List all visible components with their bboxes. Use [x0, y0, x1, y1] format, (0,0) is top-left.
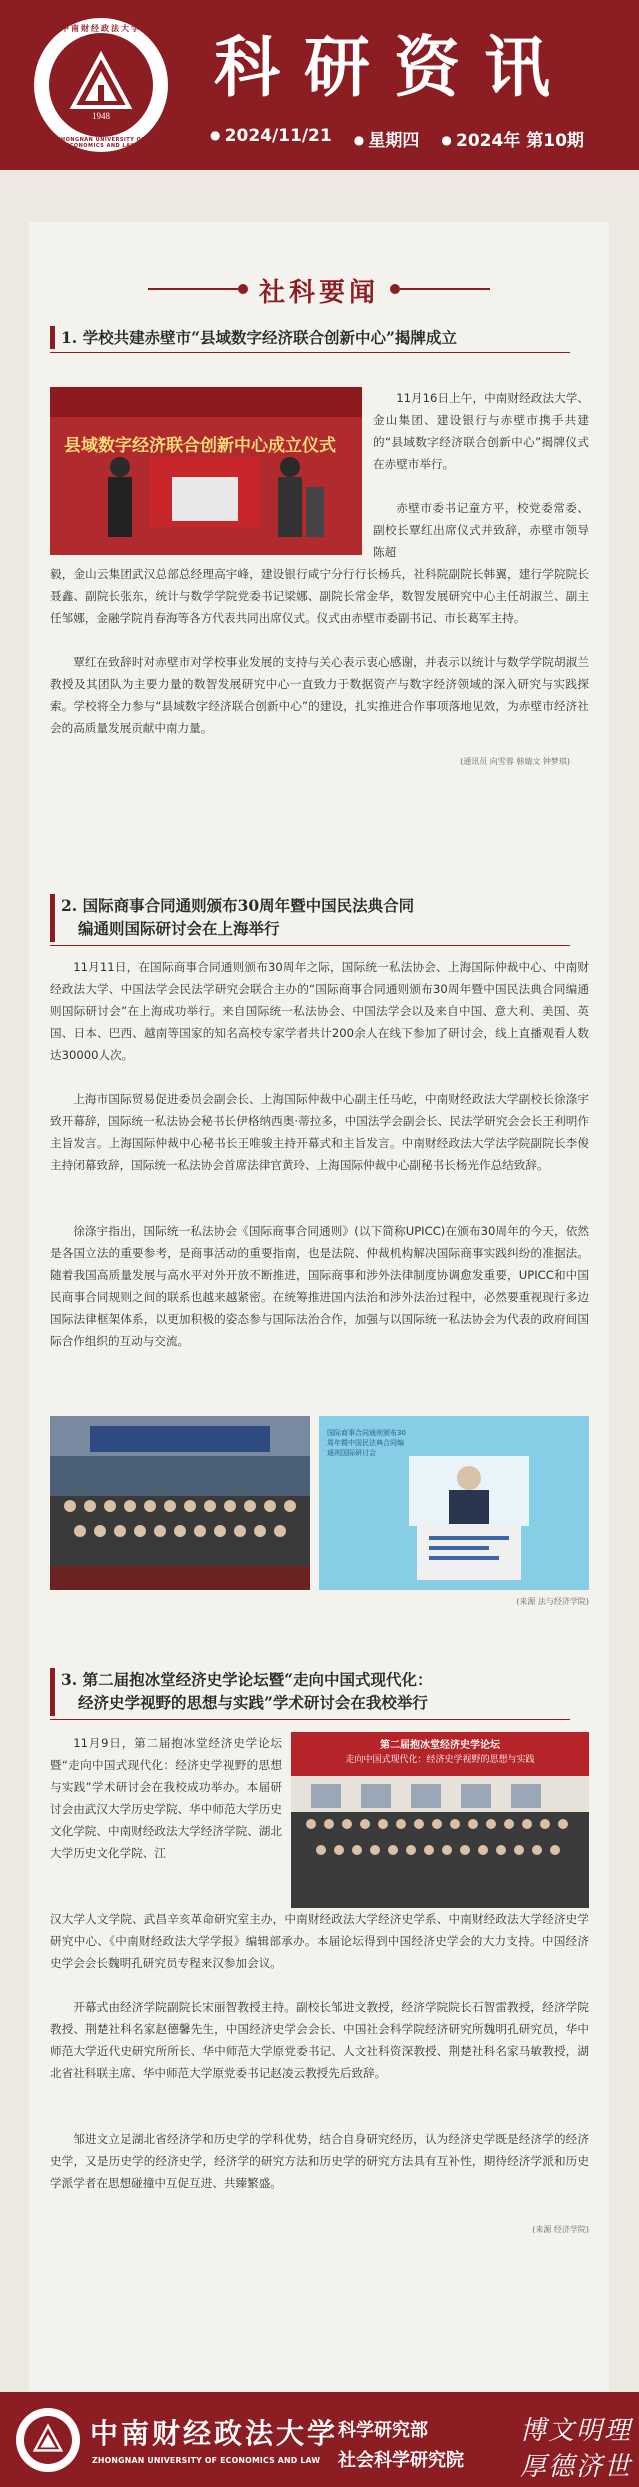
article-1-heading-text: 1. 学校共建赤壁市“县域数字经济联合创新中心”揭牌成立 — [61, 328, 457, 347]
masthead-banner — [0, 0, 639, 170]
footer-motto-1: 博文明理 — [520, 2416, 633, 2446]
issue-date: ● 2024/11/21 — [210, 126, 332, 151]
footer-dept-research: 科学研究部 — [338, 2420, 428, 2441]
title-divider-right — [400, 288, 490, 290]
issue-line — [210, 126, 584, 151]
photo-banner-line1: 第二届抱冰堂经济史学论坛 — [380, 1740, 500, 1751]
heading-underline — [50, 1719, 570, 1720]
article-2-para-3: 徐涤宇指出，国际统一私法协会《国际商事合同通则》(以下简称UPICC)在颁布30周年的今天，依然是各国立法的重要参考，是商事活动的重要指南，也是法院、仲裁机构解决国际商事实践纠纷的准据法。随着我国高质量发展与高水平对外开放不断推进，国际商事和涉外法律制度协调愈发重要，UPICC和中国民商事合同规则之间的联系也越来越紧密。在统筹推进国内法治和涉外法治过程中，必然要重视现行多边国际法律框架体系，以更加积极的姿态参与国际法治合作，加强与以国际统一私法协会为代表的政府间国际合作组织的互动与交流。 — [50, 1224, 589, 1348]
footer-emblem — [24, 2416, 72, 2464]
article-2-heading[interactable] — [50, 894, 570, 942]
article-2-para-2: 上海市国际贸易促进委员会副会长、上海国际仲裁中心副主任马屹，中南财经政法大学副校长徐涤宇致开幕辞，国际统一私法协会秘书长伊格纳西奥·蒂拉多，中国法学会副会长、民法学研究会会长王利明作主旨发言。上海国际仲裁中心秘书长王唯骏主持开幕式和主旨发言。中南财经政法大学法学院副院长李俊主持闭幕致辞，国际统一私法协会首席法律官黄玲、上海国际仲裁中心副秘书长杨光作总结致辞。 — [50, 1092, 589, 1172]
article-1-heading[interactable] — [50, 326, 570, 349]
article-3-heading-line2: 经济史学视野的思想与实践”学术研讨会在我校举行 — [78, 1693, 428, 1712]
logo-bottom-text: ZHONGNAN UNIVERSITY OF ECONOMICS AND LAW — [56, 137, 146, 149]
footer-banner — [0, 2392, 639, 2487]
article-3-para-3: 邹进文立足湖北省经济学和历史学的学科优势，结合自身研究经历，认为经济史学既是经济学的经济史学，又是历史学的经济史学，经济学的研究方法和历史学的研究方法具有互补性，期待经济学派和历史学派学者在思想碰撞中互促互进、共臻繁盛。 — [50, 2132, 589, 2190]
photo-banner-text: 县域数字经济联合创新中心成立仪式 — [64, 436, 336, 456]
article-1-para-1b: 毅，金山云集团武汉总部总经理高宇峰，建设银行咸宁分行行长杨兵，社科院副院长韩翼，建行学院院长聂鑫、副院长张东，统计与数学学院党委书记梁娜、副院长常金华，数智发展研究中心主任胡淑兰、副主任邹娜，金融学院肖春海等各方代表共同出席仪式。仪式由赤壁市委副书记、市长葛军主持。 — [50, 567, 589, 625]
article-3-credit: (来源 经济学院) — [532, 2225, 589, 2234]
title-divider-left — [148, 288, 238, 290]
article-2-heading-line1: 2. 国际商事合同通则颁布30周年暨中国民法典合同 — [61, 896, 415, 915]
issue-number: ● 2024年 第10期 — [441, 126, 584, 151]
article-1-para-2: 覃红在致辞时对赤壁市对学校事业发展的支持与关心表示衷心感谢，并表示以统计与数学学院胡淑兰教授及其团队为主要力量的数智发展研究中心一直致力于数据资产与数字经济领域的深入研究与实践探索。学校将全力参与“县域数字经济联合创新中心”的建设，扎实推进合作事项落地见效，为赤壁市经济社会的高质量发展贡献中南力量。 — [50, 655, 589, 735]
heading-underline — [50, 945, 570, 946]
article-1-para-1a: 赤壁市委书记童方平，校党委常委、副校长覃红出席仪式并致辞，赤壁市领导陈超 — [373, 501, 589, 559]
logo-year: 1948 — [92, 111, 110, 121]
article-1-credit: (通讯员 向雪蓉 韩婧文 钟梦琪) — [460, 757, 570, 766]
section-title: 社科要闻 — [258, 278, 379, 308]
article-1-photo — [50, 387, 362, 555]
screen-banner-text: 国际商事合同通则颁布30周年暨中国民法典合同编通则国际研讨会 — [327, 1429, 406, 1457]
ceremony-photo-icon — [50, 387, 362, 555]
university-logo — [34, 18, 168, 152]
content-paper — [29, 222, 609, 2418]
logo-top-text: 中南财经政法大学 — [61, 24, 141, 33]
footer-emblem-icon — [31, 2423, 65, 2457]
section-title-block — [29, 272, 609, 309]
article-3-heading[interactable] — [50, 1668, 570, 1716]
article-1-intro: 11月16日上午，中南财经政法大学、金山集团、建设银行与赤壁市携手共建的“县域数字经济联合创新中心”揭牌仪式在赤壁市举行。 — [373, 391, 589, 471]
article-3-intro: 11月9日，第二届抱冰堂经济史学论坛暨“走向中国式现代化：经济史学视野的思想与实践”学术研讨会在我校成功举办。本届研讨会由武汉大学历史学院、华中师范大学历史文化学院、中南财经政法大学经济学院、湖北大学历史文化学院、江 — [50, 1736, 282, 1860]
heading-underline — [50, 352, 570, 353]
article-2-photo-speaker — [319, 1416, 589, 1590]
article-2-para-1: 11月11日，在国际商事合同通则颁布30周年之际，国际统一私法协会、上海国际仲裁中心、中南财经政法大学、中国法学会民法学研究会联合主办的“国际商事合同通则颁布30周年暨中国民法典合同编通则国际研讨会”在上海成功举行。来自国际统一私法协会、中国法学会以及来自中国、意大利、美国、英国、日本、巴西、越南等国家的知名高校专家学者共计200余人在线下参加了研讨会，线上直播观看人数达30000人次。 — [50, 960, 589, 1062]
article-2-photo-group — [50, 1416, 310, 1590]
footer-dept-social-science: 社会科学研究院 — [338, 2450, 464, 2471]
footer-school-name: 中南财经政法大学 — [90, 2417, 339, 2450]
article-3-photo — [291, 1732, 589, 1908]
photo-banner-line2: 走向中国式现代化：经济史学视野的思想与实践 — [345, 1755, 535, 1765]
issue-weekday: ● 星期四 — [354, 126, 420, 151]
article-3-para-2: 开幕式由经济学院副院长宋丽智教授主持。副校长邹进文教授，经济学院院长石智雷教授，经济学院教授、荆楚社科名家赵德馨先生，中国经济史学会会长、中国社会科学院经济研究所魏明孔研究员，华中师范大学近代史研究所所长、华中师范大学原党委书记、人文社科资深教授、荆楚社科名家马敏教授，湖北省社科联主席、华中师范大学原党委书记赵凌云教授先后致辞。 — [50, 2000, 589, 2080]
masthead-title: 科研资讯 — [214, 28, 574, 106]
article-2-credit: (来源 法与经济学院) — [516, 1597, 589, 1606]
title-dot-right — [390, 284, 400, 294]
article-2-heading-line2: 编通则国际研讨会在上海举行 — [78, 919, 280, 938]
article-3-para-1b: 汉大学人文学院、武昌辛亥革命研究室主办，中南财经政法大学经济史学系、中南财经政法大学经济史学研究中心、《中南财经政法大学学报》编辑部承办。本届论坛得到中国经济史学会的大力支持。中国经济史学会会长魏明孔研究员专程来汉参加会议。 — [50, 1912, 589, 1970]
article-3-heading-line1: 3. 第二届抱冰堂经济史学论坛暨“走向中国式现代化： — [61, 1670, 433, 1689]
group-photo-icon — [50, 1416, 310, 1590]
footer-school-en: ZHONGNAN UNIVERSITY OF ECONOMICS AND LAW — [92, 2456, 321, 2465]
footer-logo — [16, 2408, 80, 2472]
footer-motto-2: 厚德济世 — [520, 2452, 633, 2482]
logo-emblem — [49, 33, 153, 137]
